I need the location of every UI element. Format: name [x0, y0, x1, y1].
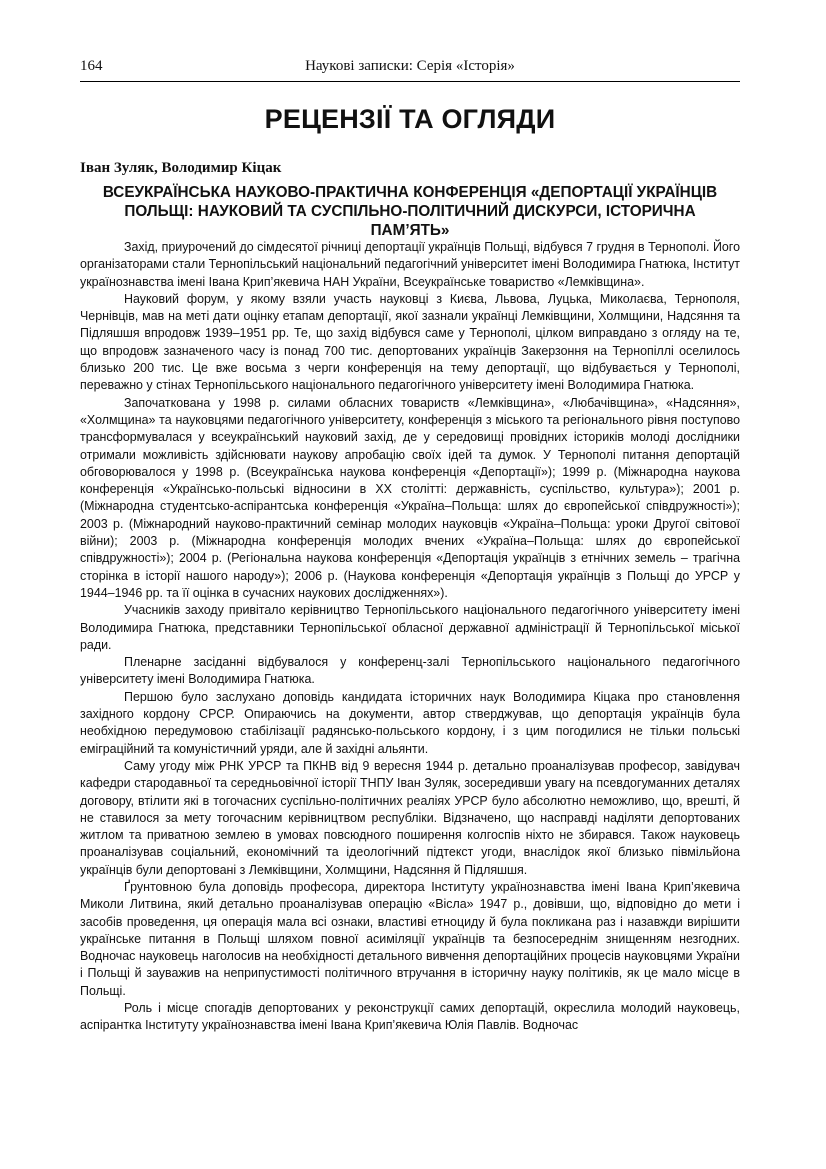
- paragraph: Учасників заходу привітало керівництво Тернопільського національного педагогічного університету імені Володимира Гнатюка, представники Тернопільської обласної державної адміністрації й Тернопільської міської ради.: [80, 603, 740, 652]
- page-number: 164: [80, 58, 103, 74]
- paragraph: Науковий форум, у якому взяли участь науковці з Києва, Львова, Луцька, Миколаєва, Тернополя, Чернівців, мав на меті дати оцінку етапам депортації, якої зазнали українці Лемківщини, Холмщини, Надсяння та Підляшшя впродовж 1939–1951 рр. Те, що захід відбувся саме у Тернополі, цілком виправдано з огляду на те, що впродовж зазначеного часу із понад 700 тис. депортованих українців Закерзоння на Тернопіллі оселилось близько 200 тис. Це вже восьма з черги конференція на тему депортації, що відбувається у Тернополі, переважно у стінах Тернопільського національного педагогічного університету імені Володимира Гнатюка.: [80, 291, 740, 393]
- running-title: Наукові записки: Серія «Історія»: [305, 58, 515, 74]
- paragraph: Роль і місце спогадів депортованих у реконструкції самих депортацій, окреслила молодий науковець, аспірантка Інституту українознавства імені Івана Крип’якевича Юлія Павлів. Водночас: [80, 1001, 740, 1033]
- paragraph: Ґрунтовною була доповідь професора, директора Інституту українознавства імені Івана Крип’якевича Миколи Литвина, який детально проаналізував операцію «Вісла» 1947 р., довівши, що, відповідно до мети і засобів проведення, ця операція мала всі ознаки, властиві етноциду й була покликана раз і назавжди вирішити українське питання в Польщі шляхом повної асиміляції українців та безпосереднім знищенням незгодних. Водночас науковець наголосив на необхідності детального вивчення депортаційних процесів науковцями України і Польщі й зауважив на неприпустимості політичного втручання в історичну науку політиків, як це мало місце в Польщі.: [80, 879, 740, 998]
- article-title: ВСЕУКРАЇНСЬКА НАУКОВО-ПРАКТИЧНА КОНФЕРЕНЦІЯ «ДЕПОРТАЦІЇ УКРАЇНЦІВ ПОЛЬЩІ: НАУКОВИЙ ТА СУСПІЛЬНО-ПОЛІТИЧНИЙ ДИСКУРСИ, ІСТОРИЧНА ПАМ’ЯТЬ»: [102, 184, 718, 239]
- article-authors: Іван Зуляк, Володимир Кіцак: [80, 160, 282, 176]
- paragraph: Першою було заслухано доповідь кандидата історичних наук Володимира Кіцака про становлення західного кордону СРСР. Опираючись на документи, автор стверджував, що депортація українців була необхідною передумовою стабілізації радянсько-польського кордону, і з цим погодилися не тільки польські еміграційний та комуністичний уряди, але й західні альянти.: [80, 689, 740, 756]
- paragraph: Започаткована у 1998 р. силами обласних товариств «Лемківщина», «Любачівщина», «Надсяння», «Холмщина» та науковцями педагогічного університету, конференція з міського та регіонального рівня поступово трансформувалася у всеукраїнський науковий захід, де у середовищі провідних істориків молоді дослідники отримали можливість здійснювати наукову апробацію своїх ідей та думок. У Тернополі питання депортацій обговорювалося у 1998 р. (Всеукраїнська наукова конференція «Депортації»); 1999 р. (Міжнародна наукова конференція «Українсько-польські відносини в ХХ столітті: державність, суспільство, культура»); 2001 р. (Міжнародна студентсько-аспірантська конференція «Україна–Польща: шлях до європейської співдружності»); 2003 р. (Міжнародний науково-практичний семінар молодих науковців «Україна–Польща: уроки Другої світової війни); 2003 р. (Міжнародна конференція молодих вчених «Україна–Польща: шлях до європейської співдружності»); 2004 р. (Регіональна наукова конференція «Депортація українців з етнічних земель – трагічна сторінка в історії нашого народу»); 2006 р. (Наукова конференція «Депортація українців з Польщі до УРСР у 1944–1946 рр. та її оцінка в сучасних наукових дослідженнях»).: [80, 395, 740, 600]
- article-body: [80, 239, 740, 1035]
- paragraph: Захід, приурочений до сімдесятої річниці депортації українців Польщі, відбувся 7 грудня в Тернополі. Його організаторами стали Тернопільський національний педагогічний університет імені Володимира Гнатюка, Інститут українознавства імені Івана Крип’якевича НАН України, Всеукраїнське товариство «Лемківщина».: [80, 240, 740, 289]
- paragraph: Пленарне засіданні відбувалося у конференц-залі Тернопільського національного педагогічного університету імені Володимира Гнатюка.: [80, 655, 740, 687]
- section-title: РЕЦЕНЗІЇ ТА ОГЛЯДИ: [264, 104, 556, 134]
- page-header: [80, 58, 740, 80]
- paragraph: Саму угоду між РНК УРСР та ПКНВ від 9 вересня 1944 р. детально проаналізував професор, завідувач кафедри стародавньої та середньовічної історії ТНПУ Іван Зуляк, зосередивши увагу на псевдогуманних деталях договору, втілити які в тогочасних суспільно-політичних реаліях УРСР було абсолютно неможливо, що, врешті, й не ставилося за мету тогочасним керівництвом республіки. Відзначено, що насправді наділяти депортованих житлом та приватною землею в умовах повсюдного поширення колгоспів ніхто не збирався. Також науковець проаналізував соціальний, економічний та ідеологічний підтекст угоди, внаслідок якої близько півмільйона українців були депортовані з Лемківщини, Холмщини, Надсяння й Підляшшя.: [80, 758, 740, 877]
- header-rule: [80, 81, 740, 82]
